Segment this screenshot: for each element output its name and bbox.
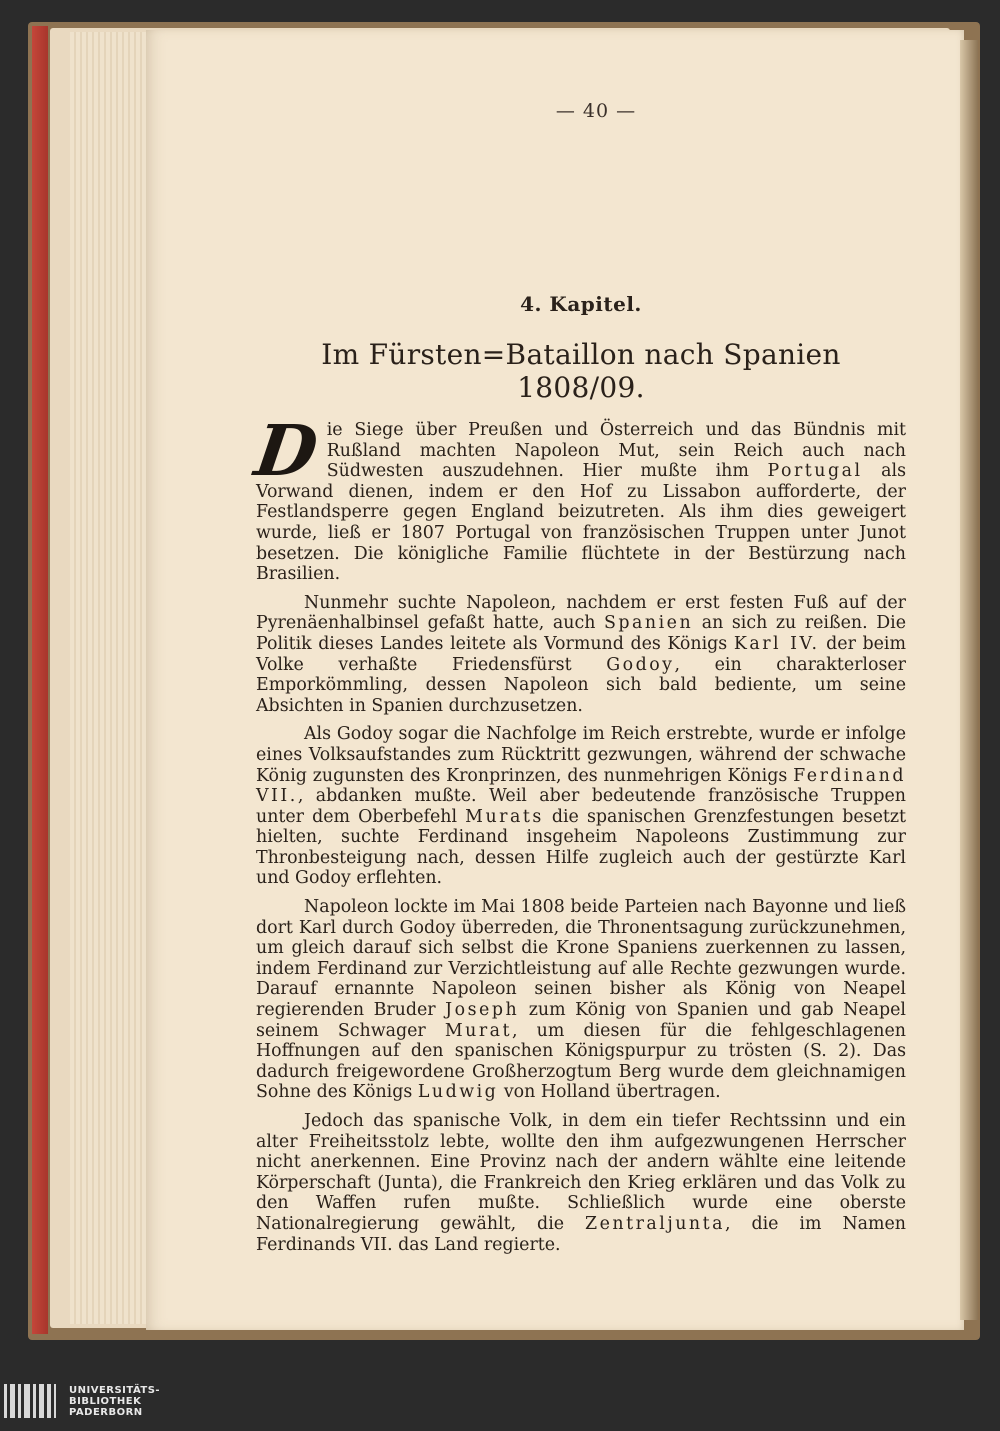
cover-red-edge	[32, 26, 48, 1334]
library-logo	[0, 1380, 260, 1422]
drop-cap: D	[250, 409, 323, 492]
paragraph-2	[256, 593, 906, 717]
text-run: als Vorwand dienen, indem er den Hof zu Lissabon aufforderte, der Festlandsperre gegen England beizutreten. Als ihm dies geweigert wurde, ließ er 1807 Portugal von französischen Truppen unter Junot besetzen. Die königliche Familie flüchtete in der Bestürzung nach Brasilien.	[256, 461, 907, 585]
logo-line-3: PADERBORN	[69, 1406, 143, 1418]
emphasis-karl: Karl IV.	[733, 633, 820, 654]
text-run: die spanischen Grenzfestungen besetzt hielten, suchte Ferdinand insgeheim Napoleons Zustimmung zur Thronbesteigung nach, dessen Hilfe zugleich auch der gestürzte Karl und Godoy erflehten.	[256, 806, 907, 889]
text-run: Als Godoy sogar die Nachfolge im Reich erstrebte, wurde er infolge eines Volksaufstandes zum Rücktritt gezwungen, während der schwache König zugunsten des Kronprinzen, des nunmehrigen Königs	[256, 724, 906, 786]
text-run: , ein charakterloser Emporkömmling, dessen Napoleon sich bald bediente, um seine Absichten in Spanien durchzusetzen.	[256, 654, 906, 716]
chapter-label: 4. Kapitel.	[520, 292, 642, 316]
text-run: , um diesen für die fehlgeschlagenen Hoffnungen auf den spanischen Königspurpur zu trösten (S. 2). Das dadurch freigewordene Großherzogtum Berg wurde dem gleichnamigen Sohne des Königs	[256, 1020, 906, 1103]
page-content	[250, 100, 907, 1255]
logo-text	[69, 1385, 160, 1418]
logo-line-2: BIBLIOTHEK	[69, 1395, 142, 1407]
emphasis-godoy: Godoy	[606, 654, 675, 675]
text-run: der beim Volke verhaßte Friedensfürst	[256, 633, 906, 675]
emphasis-murats: Murats	[465, 806, 544, 827]
text-run: , die im Namen Ferdinands VII. das Land regierte.	[256, 1213, 907, 1255]
emphasis-zentraljunta: Zentraljunta	[585, 1213, 725, 1234]
emphasis-ludwig: Ludwig	[417, 1082, 499, 1103]
text-run: an sich zu reißen. Die Politik dieses Landes leitete als Vormund des Königs	[256, 613, 906, 654]
page-stack-edges	[70, 32, 150, 1324]
page-number: — 40 —	[555, 100, 637, 122]
paragraph-5	[256, 1111, 906, 1255]
text-run: von Holland übertragen.	[498, 1082, 721, 1103]
paragraph-1	[250, 409, 907, 585]
emphasis-portugal: Portugal	[767, 461, 863, 482]
emphasis-ferdinand: Ferdinand VII.	[256, 765, 906, 807]
chapter-title: Im Fürsten=Bataillon nach Spanien 1808/09.	[321, 338, 841, 404]
text-run: Jedoch das spanische Volk, in dem ein tiefer Rechtssinn und ein alter Freiheitsstolz lebte, wollte den ihm aufgezwungenen Herrscher nicht anerkennen. Eine Provinz nach der andern wählte eine leitende Körperschaft (Junta), die Frankreich den Krieg erklären und das Volk zu den Waffen rufen mußte. Schließlich wurde eine oberste Nationalregierung gewählt, die	[256, 1111, 906, 1234]
text-run: Nunmehr suchte Napoleon, nachdem er erst festen Fuß auf der Pyrenäenhalbinsel gefaßt hatte, auch	[256, 592, 906, 634]
emphasis-joseph: Joseph	[445, 1000, 520, 1021]
text-run: Napoleon lockte im Mai 1808 beide Parteien nach Bayonne und ließ dort Karl durch Godoy überreden, die Thronentsagung zurückzunehmen, um gleich darauf sich selbst die Krone Spaniens zuerkennen zu lassen, indem Ferdinand zur Verzichtleistung auf alle Rechte gezwungen wurde. Darauf ernannte Napoleon seinen bisher als König von Neapel regierenden Bruder	[256, 897, 906, 1021]
emphasis-spanien: Spanien	[604, 613, 694, 634]
paragraph-3	[256, 724, 906, 889]
text-run: ie Siege über Preußen und Österreich und das Bündnis mit Rußland machten Napoleon Mut, sein Reich auch nach Südwesten auszudehnen. Hier mußte ihm	[326, 420, 906, 482]
paragraph-4	[256, 897, 906, 1103]
text-run: , abdanken mußte. Weil aber bedeutende französische Truppen unter dem Oberbefehl	[256, 786, 906, 827]
text-run: zum König von Spanien und gab Neapel seinem Schwager	[256, 1000, 906, 1041]
emphasis-murat: Murat	[444, 1020, 513, 1041]
page-right-shadow	[960, 40, 978, 1320]
logo-bars-icon	[4, 1380, 59, 1422]
logo-line-1: UNIVERSITÄTS-	[69, 1384, 161, 1396]
